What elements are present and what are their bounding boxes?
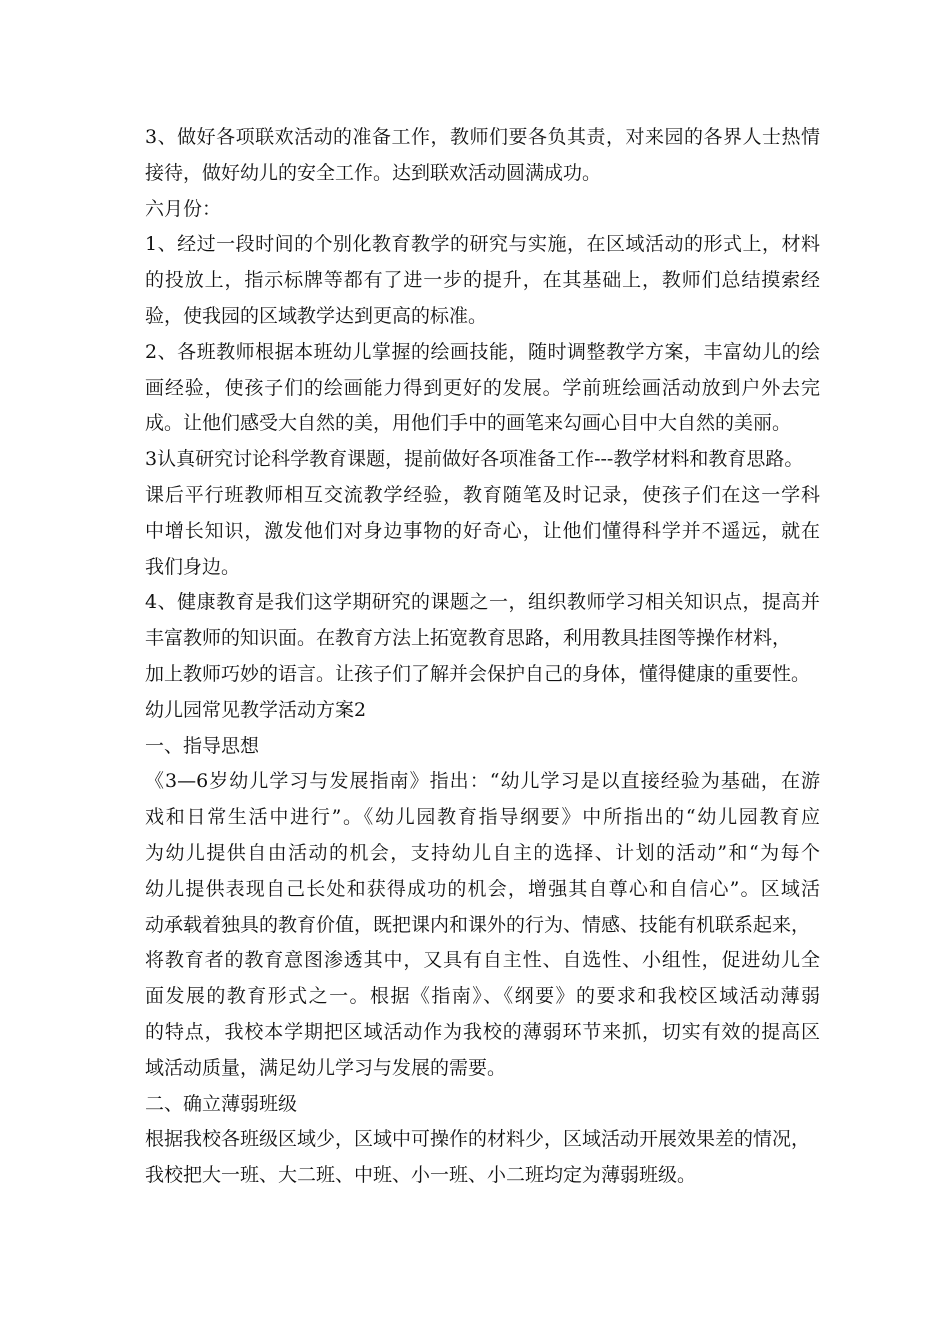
text-line: 域活动质量，满足幼儿学习与发展的需要。 [145,1056,507,1079]
text-line: 根据我校各班级区域少，区域中可操作的材料少，区域活动开展效果差的情况， [145,1128,811,1151]
text-line: 戏和日常生活中进行”。《幼儿园教育指导纲要》中所指出的“幼儿园教育应 [145,806,820,829]
text-line: 1、经过一段时间的个别化教育教学的研究与实施，在区域活动的形式上，材料 [145,233,820,256]
text-line: 六月份： [145,197,222,220]
text-line: 3认真研究讨论科学教育课题，提前做好各项准备工作---教学材料和教育思路。 [145,448,804,471]
text-line: 丰富教师的知识面。在教育方法上拓宽教育思路，利用教具挂图等操作材料， [145,627,792,650]
text-line: 加上教师巧妙的语言。让孩子们了解并会保护自己的身体，懂得健康的重要性。 [145,662,811,685]
text-line: 我校把大一班、大二班、中班、小一班、小二班均定为薄弱班级。 [145,1164,697,1187]
text-line: 的投放上，指示标牌等都有了进一步的提升，在其基础上，教师们总结摸索经 [145,269,820,292]
text-line: 画经验，使孩子们的绘画能力得到更好的发展。学前班绘画活动放到户外去完 [145,376,820,399]
text-line: 课后平行班教师相互交流教学经验，教育随笔及时记录，使孩子们在这一学科 [145,483,820,506]
text-line: 接待，做好幼儿的安全工作。达到联欢活动圆满成功。 [145,161,602,184]
text-line: 成。让他们感受大自然的美，用他们手中的画笔来勾画心目中大自然的美丽。 [145,412,792,435]
text-line: 我们身边。 [145,555,241,578]
section-heading: 二、确立薄弱班级 [145,1092,298,1115]
section-heading: 一、指导思想 [145,734,260,757]
text-line: 《3—6岁幼儿学习与发展指南》指出：“幼儿学习是以直接经验为基础，在游 [145,770,820,793]
text-line: 为幼儿提供自由活动的机会，支持幼儿自主的选择、计划的活动”和“为每个 [145,841,820,864]
text-line: 面发展的教育形式之一。根据《指南》、《纲要》的要求和我校区域活动薄弱 [145,985,820,1008]
text-line: 幼儿提供表现自己长处和获得成功的机会，增强其自尊心和自信心”。区域活 [145,877,820,900]
document-body [145,120,820,1194]
text-line: 3、做好各项联欢活动的准备工作，教师们要各负其责，对来园的各界人士热情 [145,126,820,148]
text-line: 中增长知识，激发他们对身边事物的好奇心，让他们懂得科学并不遥远，就在 [145,519,820,542]
section-title: 幼儿园常见教学活动方案2 [145,698,367,721]
text-line: 验，使我园的区域教学达到更高的标准。 [145,304,488,327]
text-line: 的特点，我校本学期把区域活动作为我校的薄弱环节来抓，切实有效的提高区 [145,1020,820,1043]
text-line: 4、健康教育是我们这学期研究的课题之一，组织教师学习相关知识点，提高并 [145,591,820,614]
text-line: 将教育者的教育意图渗透其中，又具有自主性、自选性、小组性，促进幼儿全 [145,949,820,972]
text-line: 动承载着独具的教育价值，既把课内和课外的行为、情感、技能有机联系起来， [145,913,811,936]
text-line: 2、各班教师根据本班幼儿掌握的绘画技能，随时调整教学方案，丰富幼儿的绘 [145,340,820,363]
